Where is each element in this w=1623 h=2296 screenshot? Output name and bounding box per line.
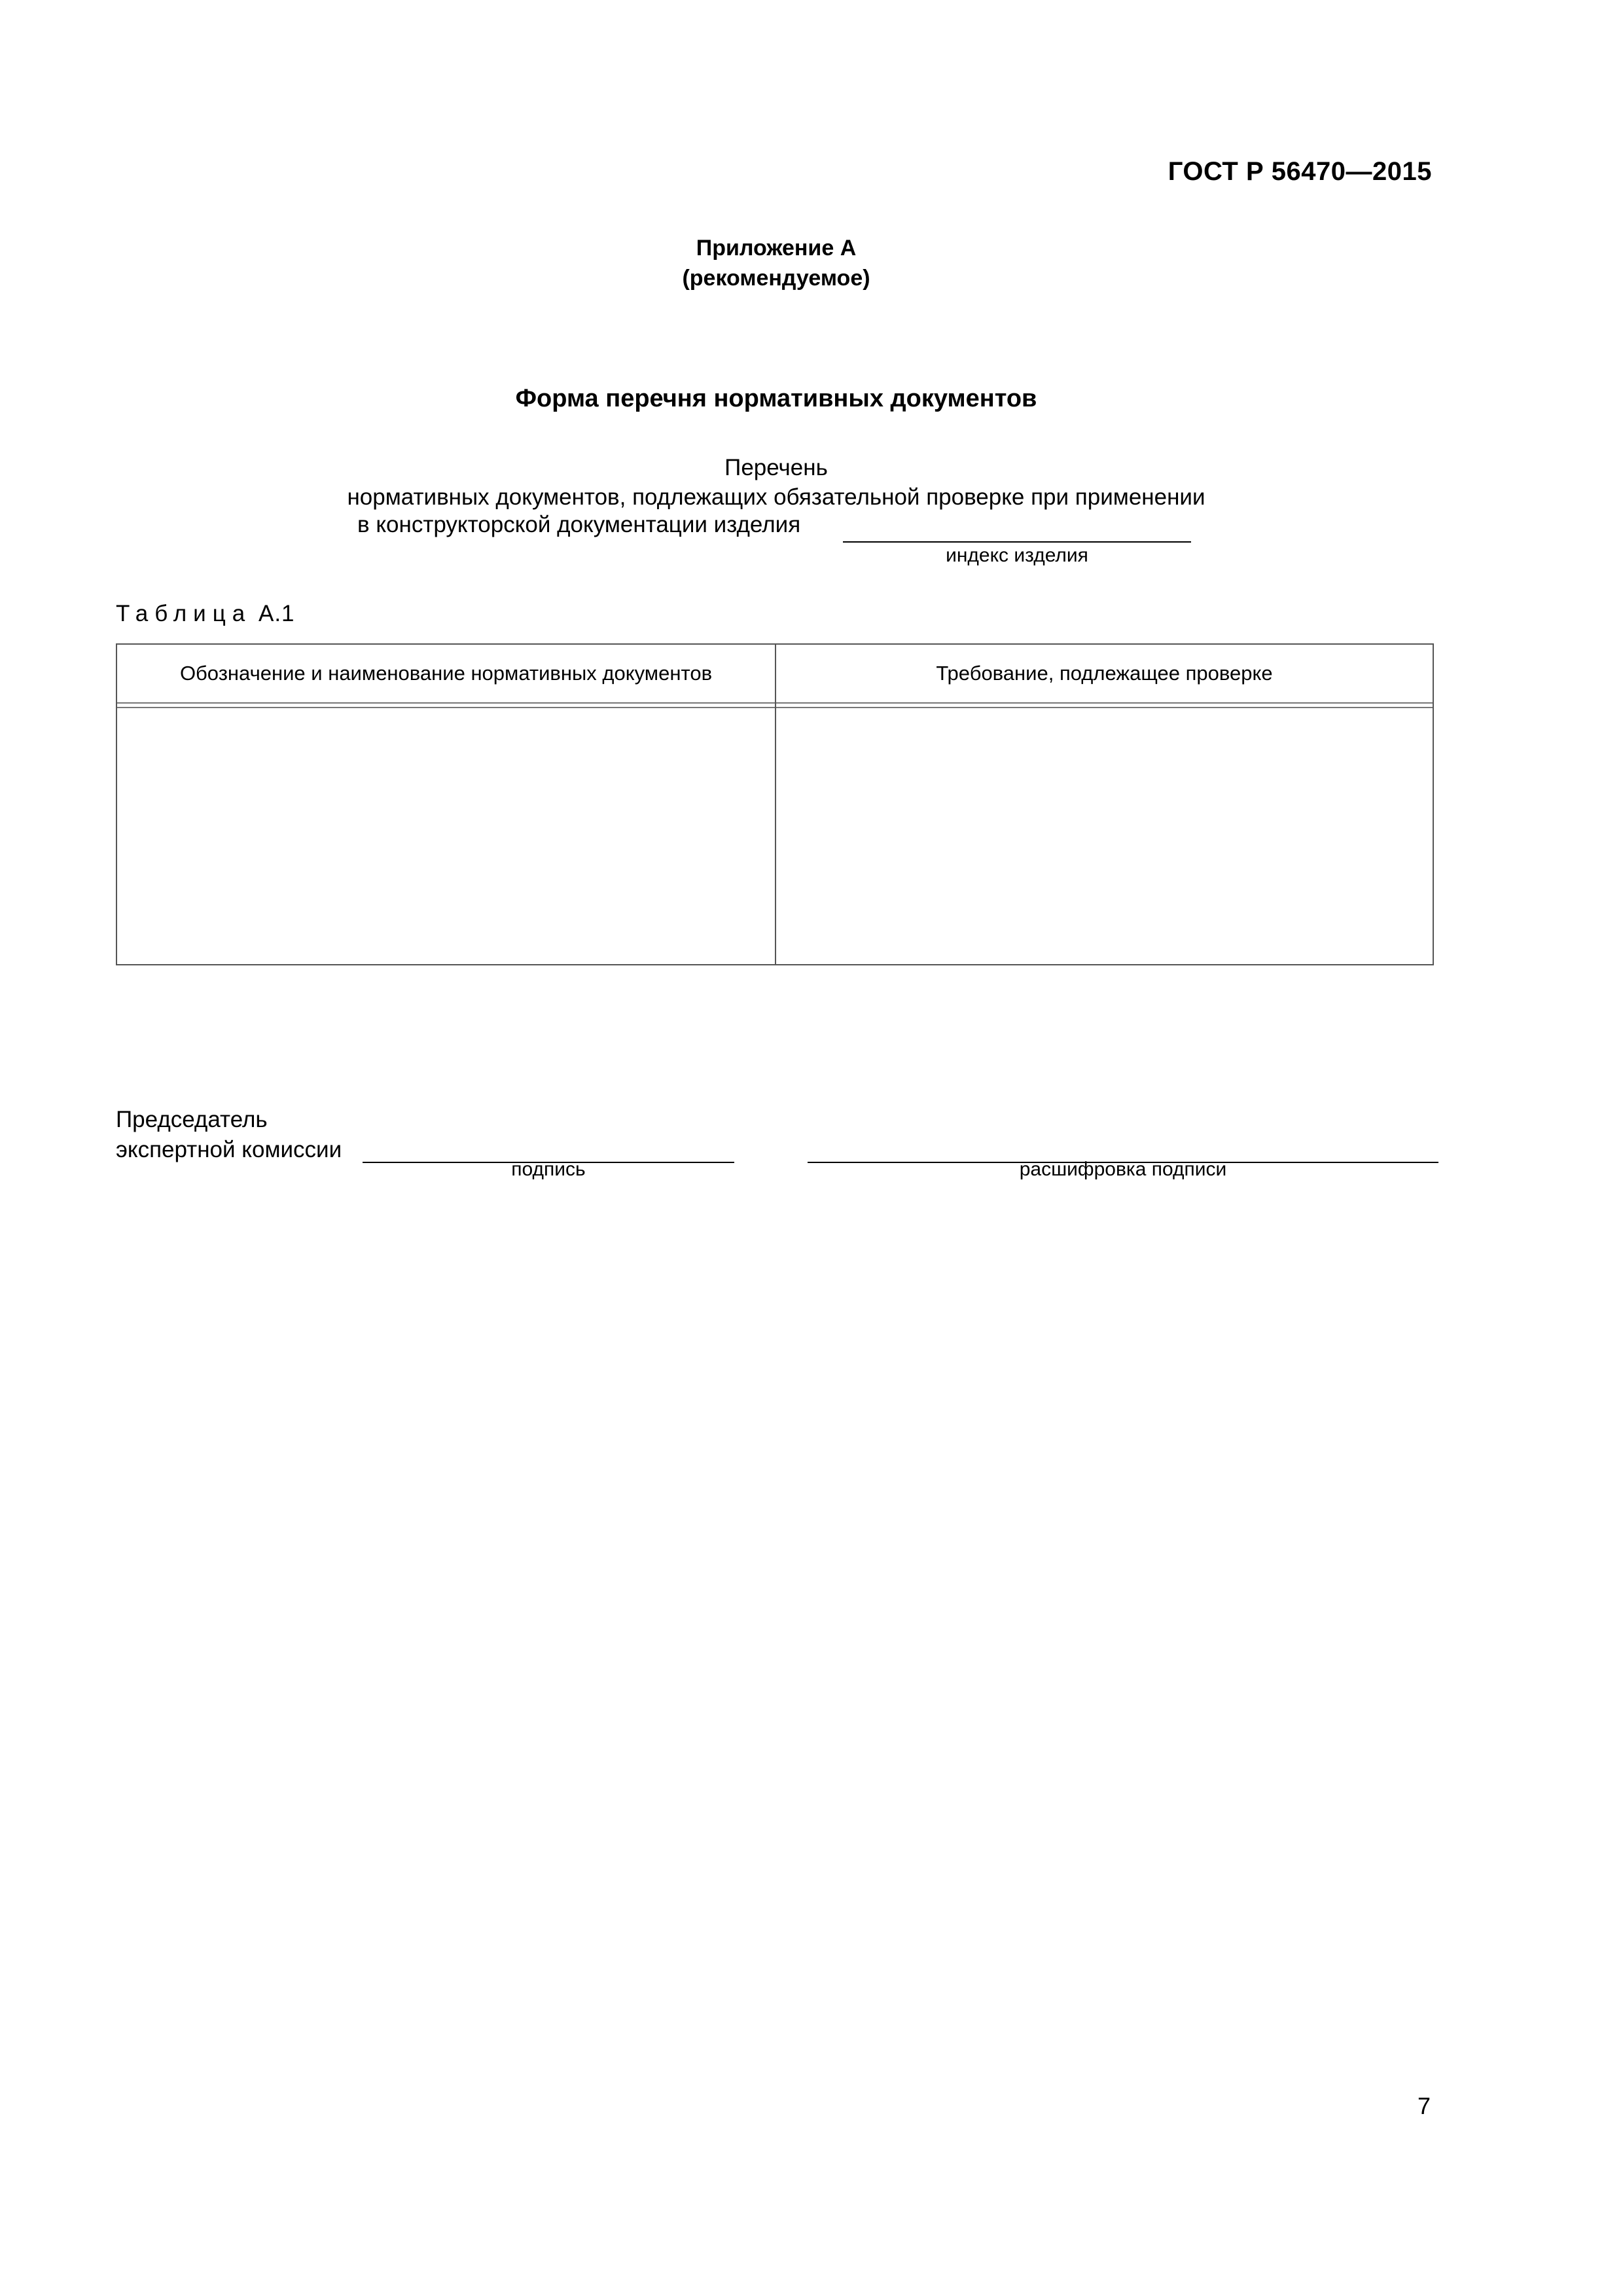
table-caption	[116, 601, 295, 627]
normative-documents-table	[116, 643, 1434, 965]
product-index-caption: индекс изделия	[946, 545, 1088, 566]
form-title: Форма перечня нормативных документов	[515, 385, 1037, 412]
chairman-label	[116, 1105, 342, 1165]
chairman-label-line1: Председатель	[116, 1107, 268, 1132]
table-cell-designation[interactable]	[117, 707, 775, 964]
appendix-title: Приложение А	[696, 236, 857, 260]
chairman-label-line2: экспертной комиссии	[116, 1137, 342, 1162]
signature-decoding-caption: расшифровка подписи	[1019, 1158, 1227, 1180]
list-heading	[0, 453, 1552, 512]
product-index-field-line	[843, 541, 1191, 543]
table-cell-requirement[interactable]	[776, 707, 1433, 964]
list-heading-line3: в конструкторской документации изделия	[357, 512, 801, 537]
list-heading-line2: нормативных документов, подлежащих обязательной проверке при применении	[347, 484, 1205, 510]
table-header-requirement: Требование, подлежащее проверке	[936, 662, 1273, 685]
page-number: 7	[1418, 2092, 1431, 2119]
document-code: ГОСТ Р 56470—2015	[1168, 157, 1432, 186]
signature-caption: подпись	[511, 1158, 586, 1180]
table-caption-number: А.1	[258, 601, 295, 626]
appendix-heading	[0, 233, 1552, 293]
table-caption-word: Таблица	[116, 601, 252, 626]
appendix-status: (рекомендуемое)	[682, 266, 870, 291]
list-heading-line1: Перечень	[724, 455, 828, 480]
table-header-designation: Обозначение и наименование нормативных документов	[179, 662, 713, 685]
